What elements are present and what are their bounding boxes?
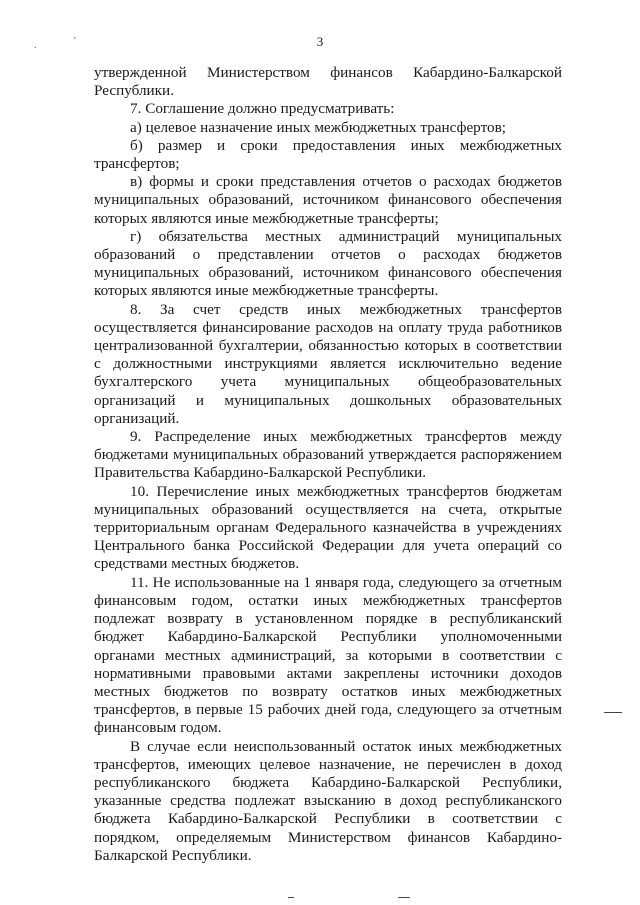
paragraph-item-10: 10. Перечисление иных межбюджетных трансфертов бюджетам муниципальных образований осуществляется на счета, открытые территориальным органам Федерального казначейства в учреждениях Центрального банка Российской Федерации для учета операций со средствами местных бюджетов. [94, 482, 562, 573]
paragraph-subitem-a: а) целевое назначение иных межбюджетных трансфертов; [130, 118, 506, 136]
paragraph-final: В случае если неиспользованный остаток иных межбюджетных трансфертов, имеющих целевое назначение, не перечислен в доход республиканского бюджета Кабардино-Балкарской Республики, указанные средства подлежат взысканию в доход республиканского бюджета Кабардино-Балкарской Республики в соответствии с порядком, определяемым Министерством финансов Кабардино-Балкарской Республики. [94, 737, 562, 864]
scan-mark-tick: ' [74, 36, 76, 47]
paragraph-continuation: утвержденной Министерством финансов Кабардино-Балкарской Республики. [94, 64, 562, 100]
document-body [94, 64, 562, 865]
footer-scan-mark-right [398, 897, 410, 898]
paragraph-subitem-v: в) формы и сроки представления отчетов о расходах бюджетов муниципальных образований, источником финансового обеспечения которых являются иные межбюджетные трансферты; [94, 173, 562, 227]
margin-dash-mark [604, 712, 622, 713]
paragraph-item-8: 8. За счет средств иных межбюджетных трансфертов осуществляется финансирование расходов на оплату труда работников централизованной бухгалтерии, обязанностью которых в соответствии с должностными инструкциями является исключительно ведение бухгалтерского учета муниципальных общеобразовательных организаций и муниципальных дошкольных образовательных организаций. [94, 300, 562, 427]
page-number: 3 [316, 34, 324, 49]
paragraph-item-11: 11. Не использованные на 1 января года, следующего за отчетным финансовым годом, остатки иных межбюджетных трансфертов подлежат возврату в установленном порядке в республиканский бюджет Кабардино-Балкарской Республики уполномоченными органами местных администраций, за которыми в соответствии с нормативными правовыми актами закреплены источники доходов местных бюджетов по возврату остатков иных межбюджетных трансфертов, в первые 15 рабочих дней года, следующего за отчетным финансовым годом. [94, 573, 562, 737]
scan-mark-dot: . [34, 40, 37, 51]
footer-scan-mark-left [288, 897, 294, 898]
paragraph-item-7: 7. Соглашение должно предусматривать: [130, 100, 395, 118]
paragraph-subitem-g: г) обязательства местных администраций муниципальных образований о представлении отчетов о расходах бюджетов муниципальных образований, источником финансового обеспечения которых являются иные межбюджетные трансферты. [94, 227, 562, 300]
paragraph-item-9: 9. Распределение иных межбюджетных трансфертов между бюджетами муниципальных образований утверждается распоряжением Правительства Кабардино-Балкарской Республики. [94, 428, 562, 482]
paragraph-subitem-b: б) размер и сроки предоставления иных межбюджетных трансфертов; [94, 136, 562, 173]
